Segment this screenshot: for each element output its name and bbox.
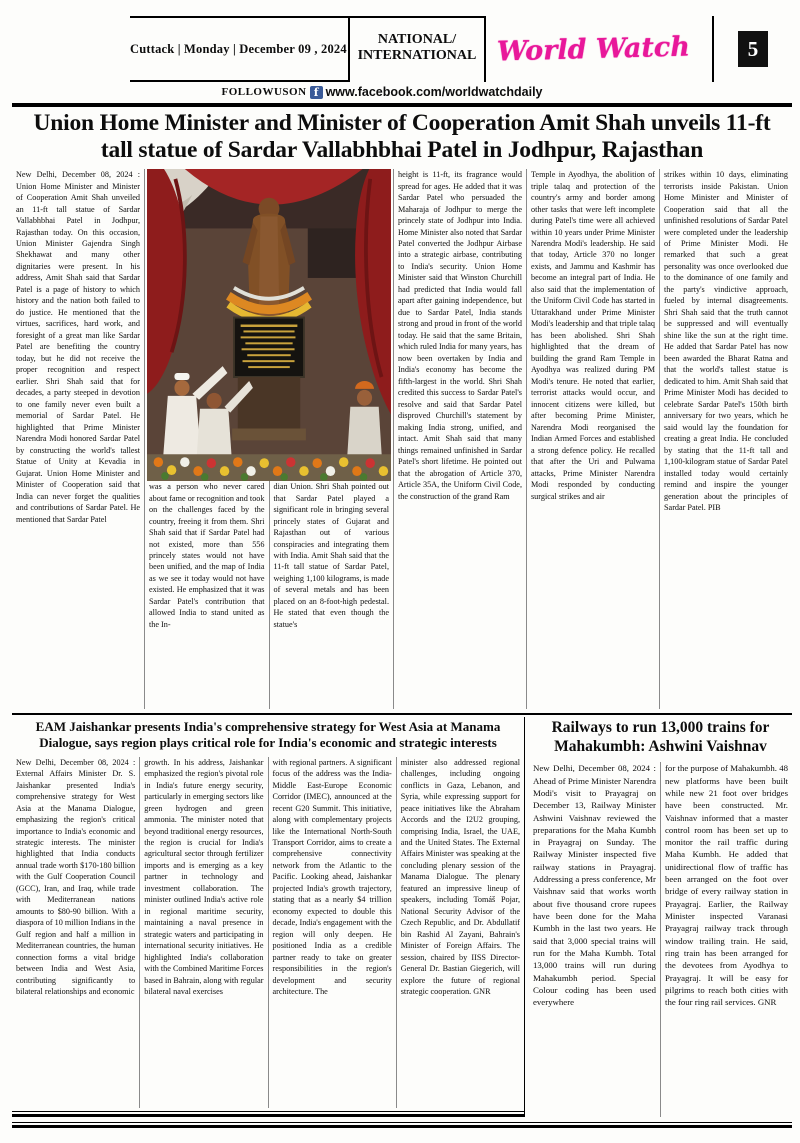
follow-label: FOLLOWUSON [221, 86, 307, 98]
follow-url: www.facebook.com/worldwatchdaily [325, 85, 543, 99]
header-gap [701, 16, 712, 82]
article3 [524, 717, 792, 1117]
article1-column-4: height is 11-ft, its fragrance would spread for ages. He added that it was Sardar Patel who persuaded the Maharaja of Jodhpur to merge the princely state of Jodhpur into India. Home Minister also noted that Sardar Patel converted the Jodhpur Airbase into a strategic airbase, contributing to India's security. Union Home Minister said that Winston Churchill had predicted that India would fall apart after gaining independence, but due to Sardar Patel, India stands strong and proud in front of the world today. He said that the same Britain, which ruled India for many years, has now been overtaken by India and India's economy has become the fifth-largest in the world. Shri Shah credited this success to Sardar Patel's resolve and said that Sardar Patel disproved Churchill's statement by making India strong, unified, and intact. Amit Shah said that many things remained unfinished in Sardar Patel's short lifetime. He pointed out that the abrogation of Article 370, Article 35A, the Uniform Civil Code, the construction of the grand Ram [393, 169, 526, 709]
article3-body [529, 762, 792, 1117]
section-label [348, 16, 486, 82]
section-divider-rule [12, 713, 792, 715]
article2 [12, 717, 524, 1117]
article1-column-2: was a person who never cared about fame or recognition and took on the challenges faced by the country, freeing it from them. Shri Shah said that if Sardar Patel had not existed, more than 556 princely states would not have been unified, and the map of India as we see it today would not have existed. He emphasized that it was Sardar Patel's contribution that allowed India to stand united as the In- [149, 482, 265, 629]
article2-column-1: New Delhi, December 08, 2024 : External Affairs Minister Dr. S. Jaishankar presented India's comprehensive strategy for West Asia at the Manama Dialogue, emphasizing the region's critical importance to India's economic and strategic interests. The minister highlighted that India conducts annual trade worth $170-180 billion with the Gulf Cooperation Council (GCC), Iran, and Iraq, while trade with Mediterranean nations amounts to $80-90 billion. With a diaspora of 10 million Indians in the Gulf region and half a million in Mediterranean countries, the human connection forms a vital bridge between India and West Asia, contributing significantly to bilateral relationships and economic [16, 757, 136, 997]
statue-unveiling-photo [145, 169, 393, 481]
statue-photo-illustration [147, 169, 391, 481]
article2-column-2: growth. In his address, Jaishankar emphasized the region's pivotal role in India's future energy security, particularly in emerging sectors like green hydrogen and green ammonia. The minister noted that beyond traditional energy resources, the region is crucial for India's agricultural sector through fertilizer imports and is emerging as a key partner in technology and investment collaboration. The minister outlined India's active role in regional maritime security, maintaining a naval presence in strategic waters and participating in international security initiatives. He highlighted India's collaboration with the Combined Maritime Forces based in Bahrain, along with regular bilateral naval exercises [139, 757, 267, 1109]
section-line1: NATIONAL/ [377, 32, 457, 47]
article1-column-1: New Delhi, December 08, 2024 : Union Home Minister and Minister of Cooperation Amit Shah unveiled an 11-ft tall statue of Sardar Vallabhbhai Patel in Jodhpur, Rajasthan today. On this occasion, Union Minister Gajendra Singh Shekhawat and many other dignitaries were present. In his address, Amit Shah said that Sardar Patel is a page of history to which history and the nation both failed to do justice. He mentioned that the virtues, sacrifices, hard work, and foresight of a great man like Sardar Patel are benefiting the country today, but he did not receive the proper recognition and respect earlier. Shri Shah said that for decades, a party steeped in devotion to one family never even built a memorial of Sardar Patel. He highlighted that Prime Minister Narendra Modi honored Sardar Patel by constructing the world's tallest Statue of Unity at Kevadia in Gujarat. Union Home Minister and Minister of Cooperation said that India can never forget the qualities and contributions of Sardar Patel. He mentioned that Sardar Patel [16, 170, 140, 524]
page-number-cell [712, 16, 792, 82]
dateline: Cuttack | Monday | December 09 , 2024 [130, 41, 347, 56]
brand-cell [486, 16, 701, 82]
article3-headline: Railways to run 13,000 trains for Mahakumbh: Ashwini Vaishnav [551, 719, 770, 755]
article1-column-5: Temple in Ayodhya, the abolition of triple talaq and protection of the country's army and border among other tasks that were left incomplete during Patel's time were all achieved within 10 years under Prime Minister Narendra Modi's leadership. He said that today, Article 370 no longer exists, and Jammu and Kashmir has become an integral part of India. He also said that the implementation of the Uniform Civil Code has started in Uttarakhand under Prime Minister Modi's leadership and that triple talaq has been abolished. Shri Shah highlighted that the dream of building the grand Ram Temple in Ayodhya was realized during PM Modi's tenure. He noted that earlier, terrorist attacks would occur, and innocent citizens were killed, but after becoming Prime Minister, Narendra Modi reorganised the Indian Armed Forces and established a strong defence policy. He recalled that after the Uri and Pulwama attacks, Prime Minister Narendra Modi responded by conducting surgical strikes and air [526, 169, 659, 709]
article3-column-2: for the purpose of Mahakumbh. 48 new platforms have been built while new 21 foot over bridges have been constructed. Mr. Vaishnav informed that a master control room has been set up to monitor the rail traffic during Maha Kumbh. He added that unidirectional flow of traffic has been arranged on the foot over bridge of every railway station in Prayagraj. Earlier, the Railway Minister inspected Varanasi Prayagraj railway track through window trailing train. He said, ring train has been arranged for the devotees from Ayodhya to Prayagraj. It will be easy for pilgrims to reach both cities with the four ring rail services. GNR [660, 762, 792, 1117]
article1-photo-sub-columns [145, 481, 393, 709]
article2-column-4: minister also addressed regional challenges, including ongoing conflicts in Gaza, Lebanon, and Syria, while expressing support for peace initiatives like the Abraham Accords and the I2U2 grouping, comprising India, Israel, the UAE, and the United States. The External Affairs Minister was speaking at the concluding plenary session of the Manama Dialogue. The plenary featured an impressive lineup of speakers, including Tomáš Pojar, National Security Advisor of the Czech Republic, and Dr. Abdullatif bin Rashid Al Zayani, Bahrain's Minister of Foreign Affairs. The session, chaired by IISS Director-General Dr. Bastian Giegerich, will explore the future of regional strategic cooperation. GNR [396, 757, 524, 1109]
page-number: 5 [738, 31, 768, 67]
facebook-icon: f [310, 86, 323, 99]
article1-body [12, 169, 792, 709]
article2-headline: EAM Jaishankar presents India's comprehensive strategy for West Asia at Manama Dialogue, says region plays critical role for India's economic and strategic interests [35, 719, 501, 751]
article2-column-3: with regional partners. A significant focus of the address was the India-Middle East-Europe Economic Corridor (IMEC), announced at the recent G20 Summit. This initiative, along with complementary projects like the International North-South Transport Corridor, aims to create a comprehensive connectivity network from the Atlantic to the Pacific. Looking ahead, Jaishankar projected India's growth trajectory, stating that as a nearly $4 trillion economy expected to double this decade, India's engagement with the region will only deepen. He positioned India as a credible partner ready to take on greater responsibilities in the region's development and security architecture. The [268, 757, 396, 1109]
page-bottom-rule [12, 1122, 792, 1128]
article1-column-3: dian Union. Shri Shah pointed out that Sardar Patel played a significant role in bringing several princely states of Gujarat and Rajasthan out of various conspiracies and integrating them with India. Amit Shah said that the 11-ft tall statue of Sardar Patel, weighing 1,100 kilograms, is made of several metals and has been placed on an 8-foot-high pedestal. He stated that even though the statue's [269, 481, 394, 709]
article3-column-1: New Delhi, December 08, 2024 : Ahead of Prime Minister Narendra Modi's visit to Prayagraj on December 13, Railway Minister Ashwini Vaishnav reviewed the preparations for the Maha Kumbh in Prayagraj on Sunday. The Railway Minister inspected five railway stations in Prayagraj. Addressing a press conference, Mr Vaishnav said that works worth about five thousand crore rupees have been done for the Maha Kumbh in the last two years. He said that 3,000 special trains will run for the Maha Kumbh. Total 13,000 trains will run during Mahakumbh period. Special Colour coding has been used everywhere [533, 763, 656, 1008]
article1-column-6: strikes within 10 days, eliminating terrorists inside Pakistan. Union Home Minister and Minister of Cooperation said that all the unfinished resolutions of Sardar Patel were completed under the leadership of Prime Minister Modi. He remarked that such a great personality was once overlooked due to the dominance of one family and the party's vindictive approach, fueled by internal disagreements. Shri Shah said that the truth cannot be suppressed and will eventually shine like the sun at the right time. He added that Sardar Patel has now been awarded the Bharat Ratna and that the world's tallest statue is dedicated to him. Amit Shah said that Prime Minister Modi has decided to celebrate Sardar Patel's 150th birth anniversary for two years, which he said would lay the foundation for creating a great India. He concluded by stating that the 11-ft tall and 1,100-kilogram statue of Sardar Patel installed today would certainly remind and inspire the younger generation about the principles of Sardar Patel. PIB [659, 169, 792, 709]
header-rule [12, 103, 792, 107]
article1-photo-block [144, 169, 393, 709]
follow-bar [0, 82, 792, 102]
masthead [12, 16, 792, 82]
brand-logo: World Watch [496, 30, 691, 68]
header-spacer [12, 16, 130, 82]
dateline-cell [130, 16, 348, 82]
article1-headline: Union Home Minister and Minister of Cooperation Amit Shah unveils 11-ft tall statue of Sardar Vallabhbhai Patel in Jodhpur, Rajasthan [33, 110, 771, 163]
article2-body [12, 757, 524, 1109]
article2-bottom-rule [12, 1111, 524, 1117]
bottom-section [12, 717, 792, 1117]
section-line2: INTERNATIONAL [357, 48, 477, 64]
